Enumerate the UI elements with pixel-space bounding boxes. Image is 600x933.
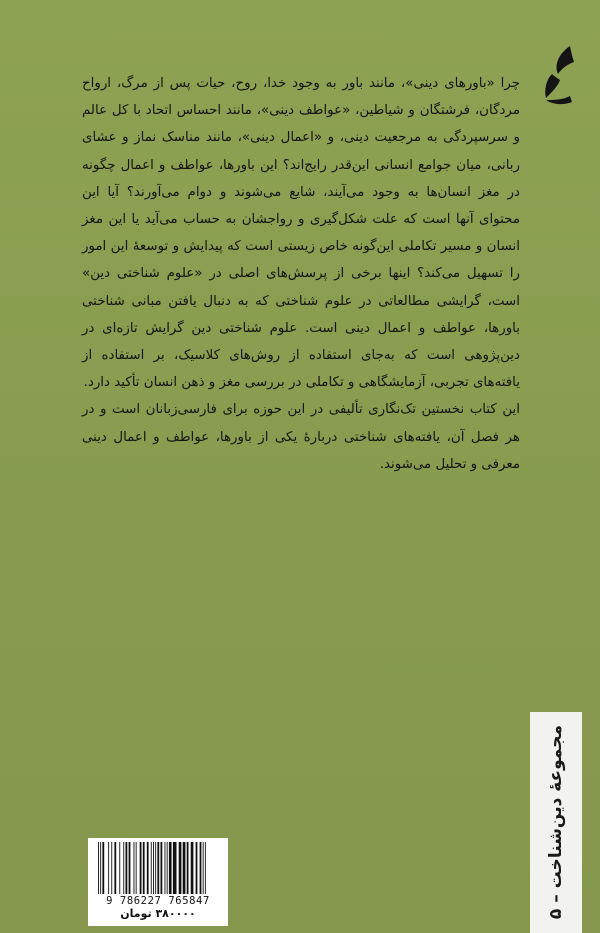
series-label-panel xyxy=(530,712,582,933)
isbn-number: 9 786227 765847 xyxy=(106,895,210,907)
series-label: مجموعهٔ دین‌شناخت – ۵ xyxy=(546,725,566,920)
barcode-icon xyxy=(96,842,220,894)
blurb-paragraph-1: چرا «باورهای دینی»، مانند باور به وجود خدا، روح، حیات پس از مرگ، ارواح مردگان، فرشتگان و شیاطین، «عواطف دینی»، مانند احساس اتحاد با کل عالم و سرسپردگی به مرجعیت دینی، و «اعمال دینی»، مانند مناسک نماز و عشای ربانی، میان جوامع انسانی این‌قدر رایج‌اند؟ این باورها، عواطف و اعمال چگونه در مغز انسان‌ها به وجود می‌آیند، شایع می‌شوند و دوام می‌آورند؟ آیا این محتوای آنها است که علت شکل‌گیری و رواجشان به حساب می‌آید یا این مغز انسان و مسیر تکاملی این‌گونه خاص زیستی است که پیدایش و توسعهٔ این امور را تسهیل می‌کند؟ اینها برخی از پرسش‌های اصلی در «علوم شناختی دین» است، گرایشی مطالعاتی در علوم شناختی که به دنبال یافتن مبانی شناختی باورها، عواطف و اعمال دینی است. علوم شناختی دین گرایش تازه‌ای در دین‌پژوهی است که به‌جای استفاده از روش‌های کلاسیک، بر استفاده از یافته‌های تجربی، آزمایشگاهی و تکاملی در بررسی مغز و ذهن انسان تأکید دارد. xyxy=(82,76,520,391)
price-label: ۳۸۰۰۰۰ تومان xyxy=(120,907,196,920)
publisher-logo-icon xyxy=(540,44,576,108)
blurb-paragraph-2: این کتاب نخستین تک‌نگاری تألیفی در این حوزه برای فارسی‌زبانان است و در هر فصل آن، یافته‌های شناختی دربارهٔ یکی از باورها، عواطف و اعمال دینی معرفی و تحلیل می‌شوند. xyxy=(82,402,520,472)
blurb-text xyxy=(82,70,520,478)
barcode-box xyxy=(88,838,228,926)
